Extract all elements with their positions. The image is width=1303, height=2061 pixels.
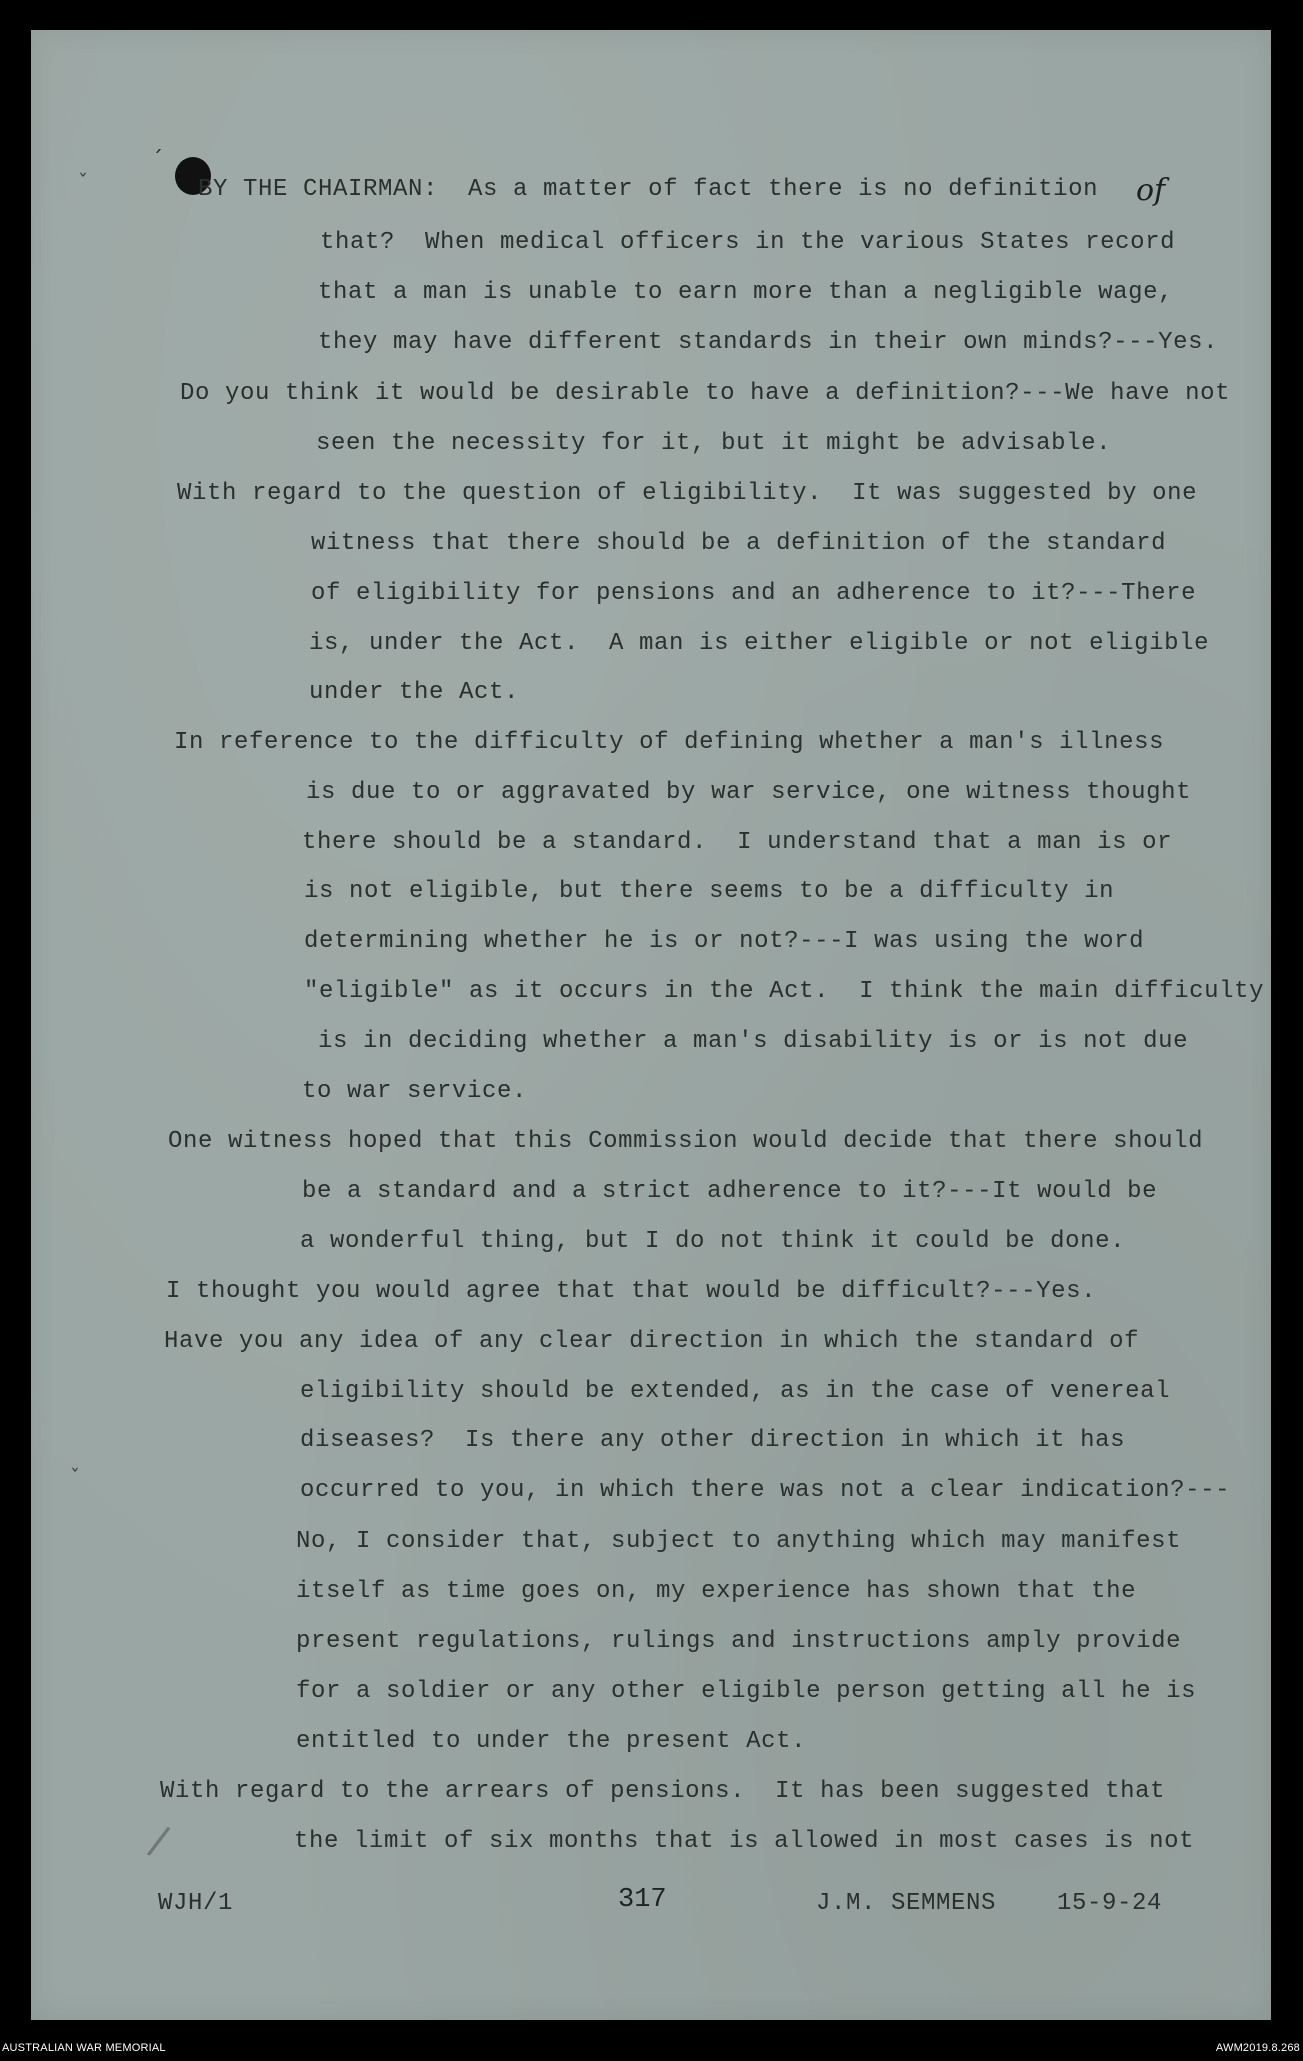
text-line: to war service. xyxy=(302,1078,528,1105)
paper-tear-mark: ˊ xyxy=(152,148,163,173)
text-line: is in deciding whether a man's disability is or is not due xyxy=(318,1028,1189,1055)
footer-witness-name: J.M. SEMMENS xyxy=(816,1890,997,1917)
text-line: a wonderful thing, but I do not think it could be done. xyxy=(300,1228,1126,1255)
archive-institution-caption: AUSTRALIAN WAR MEMORIAL xyxy=(2,2042,166,2054)
text-line: the limit of six months that is allowed in most cases is not xyxy=(294,1828,1195,1855)
pencil-check-mark: / xyxy=(144,1817,173,1865)
text-line: With regard to the question of eligibility. It was suggested by one xyxy=(177,480,1198,507)
text-line: In reference to the difficulty of defining whether a man's illness xyxy=(174,729,1165,756)
handwritten-insert: of xyxy=(1136,173,1166,208)
text-line: Have you any idea of any clear direction in which the standard of xyxy=(164,1328,1140,1355)
page-number: 317 xyxy=(618,1885,667,1915)
text-line: they may have different standards in their own minds?---Yes. xyxy=(318,329,1219,356)
text-line: eligibility should be extended, as in the case of venereal xyxy=(300,1378,1171,1405)
text-line: occurred to you, in which there was not a clear indication?--- xyxy=(300,1477,1231,1504)
text-line: itself as time goes on, my experience has shown that the xyxy=(296,1578,1137,1605)
text-line: witness that there should be a definition of the standard xyxy=(311,530,1167,557)
text-line: determining whether he is or not?---I was using the word xyxy=(304,928,1145,955)
footer-reference: WJH/1 xyxy=(158,1890,234,1917)
text-line: diseases? Is there any other direction in which it has xyxy=(300,1427,1126,1454)
text-line: present regulations, rulings and instructions amply provide xyxy=(296,1628,1182,1655)
text-line: there should be a standard. I understand that a man is or xyxy=(302,829,1173,856)
text-line: of eligibility for pensions and an adherence to it?---There xyxy=(311,580,1197,607)
text-line: that? When medical officers in the various States record xyxy=(320,229,1176,256)
text-line: is not eligible, but there seems to be a difficulty in xyxy=(304,878,1115,905)
pencil-tick-mark: ˇ xyxy=(70,1465,80,1489)
text-line: is, under the Act. A man is either eligible or not eligible xyxy=(309,630,1210,657)
text-line: With regard to the arrears of pensions. It has been suggested that xyxy=(160,1778,1166,1805)
footer-date: 15-9-24 xyxy=(1057,1890,1163,1917)
text-line: seen the necessity for it, but it might be advisable. xyxy=(316,430,1112,457)
text-line: Do you think it would be desirable to have a definition?---We have not xyxy=(180,380,1231,407)
text-line: One witness hoped that this Commission would decide that there should xyxy=(168,1128,1204,1155)
pencil-tick-mark: ˇ xyxy=(78,170,88,194)
archive-accession-caption: AWM2019.8.268 xyxy=(1215,2042,1300,2054)
text-line: BY THE CHAIRMAN: As a matter of fact there is no definition xyxy=(198,176,1114,203)
text-line: "eligible" as it occurs in the Act. I think the main difficulty xyxy=(304,978,1265,1005)
text-line: be a standard and a strict adherence to it?---It would be xyxy=(302,1178,1158,1205)
text-line: that a man is unable to earn more than a negligible wage, xyxy=(318,279,1174,306)
text-line: for a soldier or any other eligible person getting all he is xyxy=(296,1678,1197,1705)
text-line: I thought you would agree that that would be difficult?---Yes. xyxy=(166,1278,1097,1305)
text-line: is due to or aggravated by war service, one witness thought xyxy=(306,779,1192,806)
text-line: entitled to under the present Act. xyxy=(296,1728,807,1755)
text-line: No, I consider that, subject to anything which may manifest xyxy=(296,1528,1182,1555)
text-line: under the Act. xyxy=(309,679,520,706)
